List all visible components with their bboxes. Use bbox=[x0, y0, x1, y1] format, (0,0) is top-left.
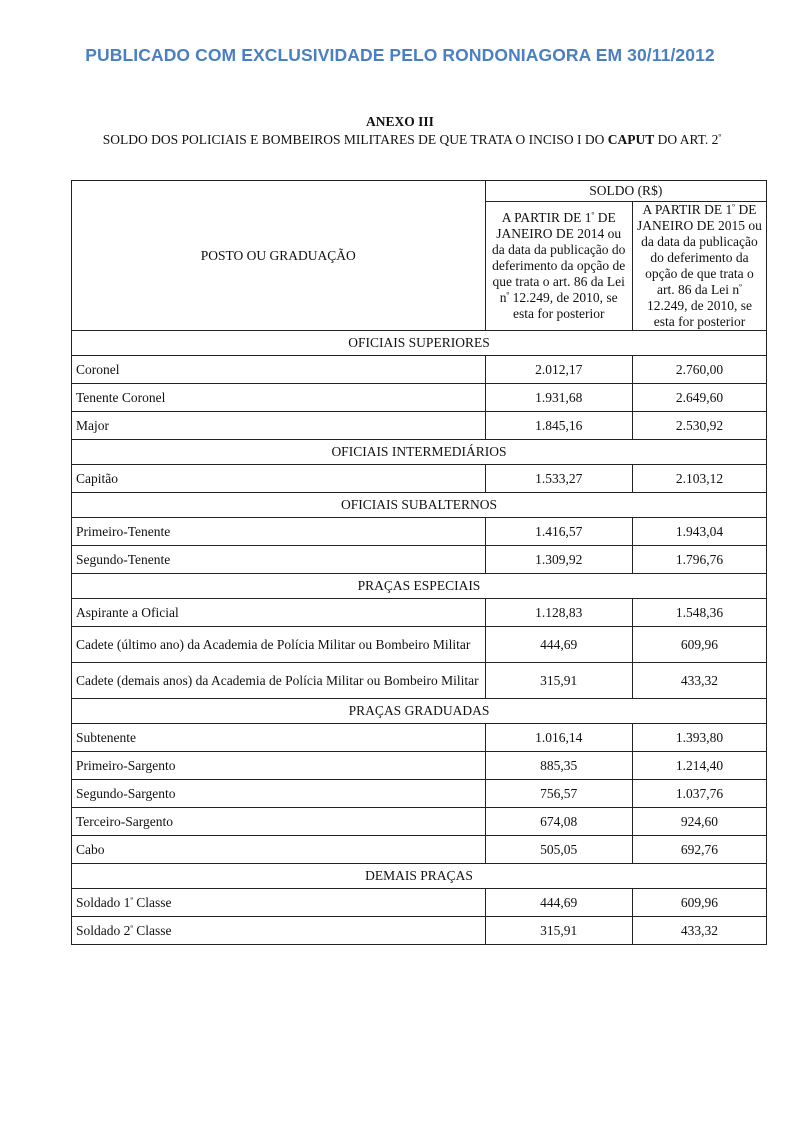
value-2014-cell: 1.533,27 bbox=[485, 465, 632, 493]
table-row bbox=[72, 599, 767, 627]
col2-text-c: 12.249, de 2010, se esta for posterior bbox=[646, 298, 752, 329]
section-title: DEMAIS PRAÇAS bbox=[72, 864, 767, 889]
posto-cell bbox=[72, 663, 486, 699]
section-title: PRAÇAS GRADUADAS bbox=[72, 699, 767, 724]
column-header-2015 bbox=[632, 202, 766, 331]
posto-cell bbox=[72, 836, 486, 864]
value-2015-cell: 1.214,40 bbox=[632, 752, 766, 780]
table-row bbox=[72, 627, 767, 663]
value-2014-cell: 1.416,57 bbox=[485, 518, 632, 546]
value-2015-cell: 692,76 bbox=[632, 836, 766, 864]
value-2015-cell: 1.548,36 bbox=[632, 599, 766, 627]
table-row bbox=[72, 724, 767, 752]
col1-ordinal-2: º bbox=[506, 290, 510, 300]
posto-cell bbox=[72, 889, 486, 917]
posto-name: Soldado 2 bbox=[76, 922, 131, 938]
value-2015-cell: 2.760,00 bbox=[632, 356, 766, 384]
table-row bbox=[72, 465, 767, 493]
table-row bbox=[72, 780, 767, 808]
posto-name: Tenente Coronel bbox=[76, 389, 166, 405]
posto-name: Capitão bbox=[76, 470, 118, 486]
col1-text-b: DE JANEIRO DE 2014 ou da data da publicação do deferimento da opção de que trata o art. 86 da Lei n bbox=[491, 210, 626, 305]
annex-title: ANEXO III bbox=[366, 114, 434, 129]
posto-cell bbox=[72, 917, 486, 945]
posto-name: Primeiro-Tenente bbox=[76, 523, 171, 539]
posto-cell bbox=[72, 599, 486, 627]
section-header-row bbox=[72, 864, 767, 889]
posto-cell bbox=[72, 384, 486, 412]
posto-cell bbox=[72, 465, 486, 493]
value-2014-cell: 1.309,92 bbox=[485, 546, 632, 574]
value-2015-cell: 1.943,04 bbox=[632, 518, 766, 546]
value-2015-cell: 2.103,12 bbox=[632, 465, 766, 493]
posto-suffix: Classe bbox=[132, 894, 172, 910]
posto-cell bbox=[72, 724, 486, 752]
value-2014-cell: 444,69 bbox=[485, 889, 632, 917]
posto-cell bbox=[72, 627, 486, 663]
section-header-row bbox=[72, 493, 767, 518]
section-header-row bbox=[72, 699, 767, 724]
posto-name: Segundo-Tenente bbox=[76, 551, 171, 567]
posto-cell bbox=[72, 546, 486, 574]
table-row bbox=[72, 412, 767, 440]
subtitle-part2: DO ART. 2 bbox=[654, 132, 719, 147]
publication-banner: PUBLICADO COM EXCLUSIVIDADE PELO RONDONIAGORA EM 30/11/2012 bbox=[85, 45, 715, 65]
col2-text-a: A PARTIR DE 1 bbox=[642, 202, 733, 217]
posto-cell bbox=[72, 808, 486, 836]
col2-ordinal-2: º bbox=[739, 282, 742, 292]
col1-ordinal-1: º bbox=[591, 210, 595, 220]
table-row bbox=[72, 808, 767, 836]
subtitle-caput: CAPUT bbox=[607, 132, 655, 147]
subtitle-ordinal: º bbox=[718, 132, 722, 142]
posto-name: Cadete (último ano) da Academia de Polícia Militar ou Bombeiro Militar bbox=[76, 636, 471, 652]
posto-suffix: Classe bbox=[132, 922, 172, 938]
value-2014-cell: 674,08 bbox=[485, 808, 632, 836]
section-title: OFICIAIS SUBALTERNOS bbox=[72, 493, 767, 518]
posto-ordinal: ª bbox=[130, 894, 133, 905]
value-2015-cell: 433,32 bbox=[632, 663, 766, 699]
posto-ordinal: ª bbox=[130, 922, 133, 933]
posto-cell bbox=[72, 780, 486, 808]
value-2014-cell: 505,05 bbox=[485, 836, 632, 864]
posto-cell bbox=[72, 356, 486, 384]
posto-cell bbox=[72, 752, 486, 780]
value-2014-cell: 1.016,14 bbox=[485, 724, 632, 752]
section-header-row bbox=[72, 574, 767, 599]
column-header-2014 bbox=[485, 202, 632, 331]
value-2015-cell: 433,32 bbox=[632, 917, 766, 945]
posto-name: Aspirante a Oficial bbox=[76, 604, 179, 620]
value-2015-cell: 609,96 bbox=[632, 627, 766, 663]
soldo-header: SOLDO (R$) bbox=[485, 181, 766, 202]
posto-name: Coronel bbox=[76, 361, 120, 377]
subtitle-part1: SOLDO DOS POLICIAIS E BOMBEIROS MILITARES DE QUE TRATA O INCISO I DO bbox=[102, 132, 608, 147]
col1-text-a: A PARTIR DE 1 bbox=[501, 210, 592, 225]
value-2015-cell: 2.530,92 bbox=[632, 412, 766, 440]
table-row bbox=[72, 384, 767, 412]
value-2014-cell: 315,91 bbox=[485, 917, 632, 945]
posto-name: Subtenente bbox=[76, 729, 136, 745]
value-2015-cell: 1.393,80 bbox=[632, 724, 766, 752]
value-2015-cell: 1.037,76 bbox=[632, 780, 766, 808]
value-2015-cell: 2.649,60 bbox=[632, 384, 766, 412]
section-title: PRAÇAS ESPECIAIS bbox=[72, 574, 767, 599]
col1-text-c: 12.249, de 2010, se esta for posterior bbox=[509, 290, 618, 321]
table-row bbox=[72, 518, 767, 546]
col2-text-b: DE JANEIRO DE 2015 ou da data da publicação do deferimento da opção de que trata o art. 86 da Lei n bbox=[637, 202, 762, 297]
posto-cell bbox=[72, 518, 486, 546]
posto-header: POSTO OU GRADUAÇÃO bbox=[72, 181, 486, 331]
posto-name: Primeiro-Sargento bbox=[76, 757, 176, 773]
table-row bbox=[72, 917, 767, 945]
posto-name: Major bbox=[76, 417, 109, 433]
col2-ordinal-1: º bbox=[732, 202, 736, 212]
value-2014-cell: 1.845,16 bbox=[485, 412, 632, 440]
table-row bbox=[72, 663, 767, 699]
section-title: OFICIAIS INTERMEDIÁRIOS bbox=[72, 440, 767, 465]
value-2015-cell: 1.796,76 bbox=[632, 546, 766, 574]
table-row bbox=[72, 546, 767, 574]
table-row bbox=[72, 836, 767, 864]
value-2015-cell: 609,96 bbox=[632, 889, 766, 917]
value-2014-cell: 1.128,83 bbox=[485, 599, 632, 627]
posto-name: Cabo bbox=[76, 841, 105, 857]
section-header-row bbox=[72, 331, 767, 356]
table-row bbox=[72, 889, 767, 917]
value-2014-cell: 2.012,17 bbox=[485, 356, 632, 384]
posto-cell bbox=[72, 412, 486, 440]
table-row bbox=[72, 752, 767, 780]
soldo-table bbox=[71, 180, 767, 945]
posto-name: Segundo-Sargento bbox=[76, 785, 176, 801]
section-title: OFICIAIS SUPERIORES bbox=[72, 331, 767, 356]
posto-name: Cadete (demais anos) da Academia de Polícia Militar ou Bombeiro Militar bbox=[76, 672, 479, 688]
annex-subtitle bbox=[62, 131, 762, 149]
value-2014-cell: 1.931,68 bbox=[485, 384, 632, 412]
section-header-row bbox=[72, 440, 767, 465]
value-2014-cell: 315,91 bbox=[485, 663, 632, 699]
posto-name: Soldado 1 bbox=[76, 894, 131, 910]
table-row bbox=[72, 356, 767, 384]
value-2015-cell: 924,60 bbox=[632, 808, 766, 836]
value-2014-cell: 885,35 bbox=[485, 752, 632, 780]
posto-name: Terceiro-Sargento bbox=[76, 813, 174, 829]
value-2014-cell: 756,57 bbox=[485, 780, 632, 808]
value-2014-cell: 444,69 bbox=[485, 627, 632, 663]
